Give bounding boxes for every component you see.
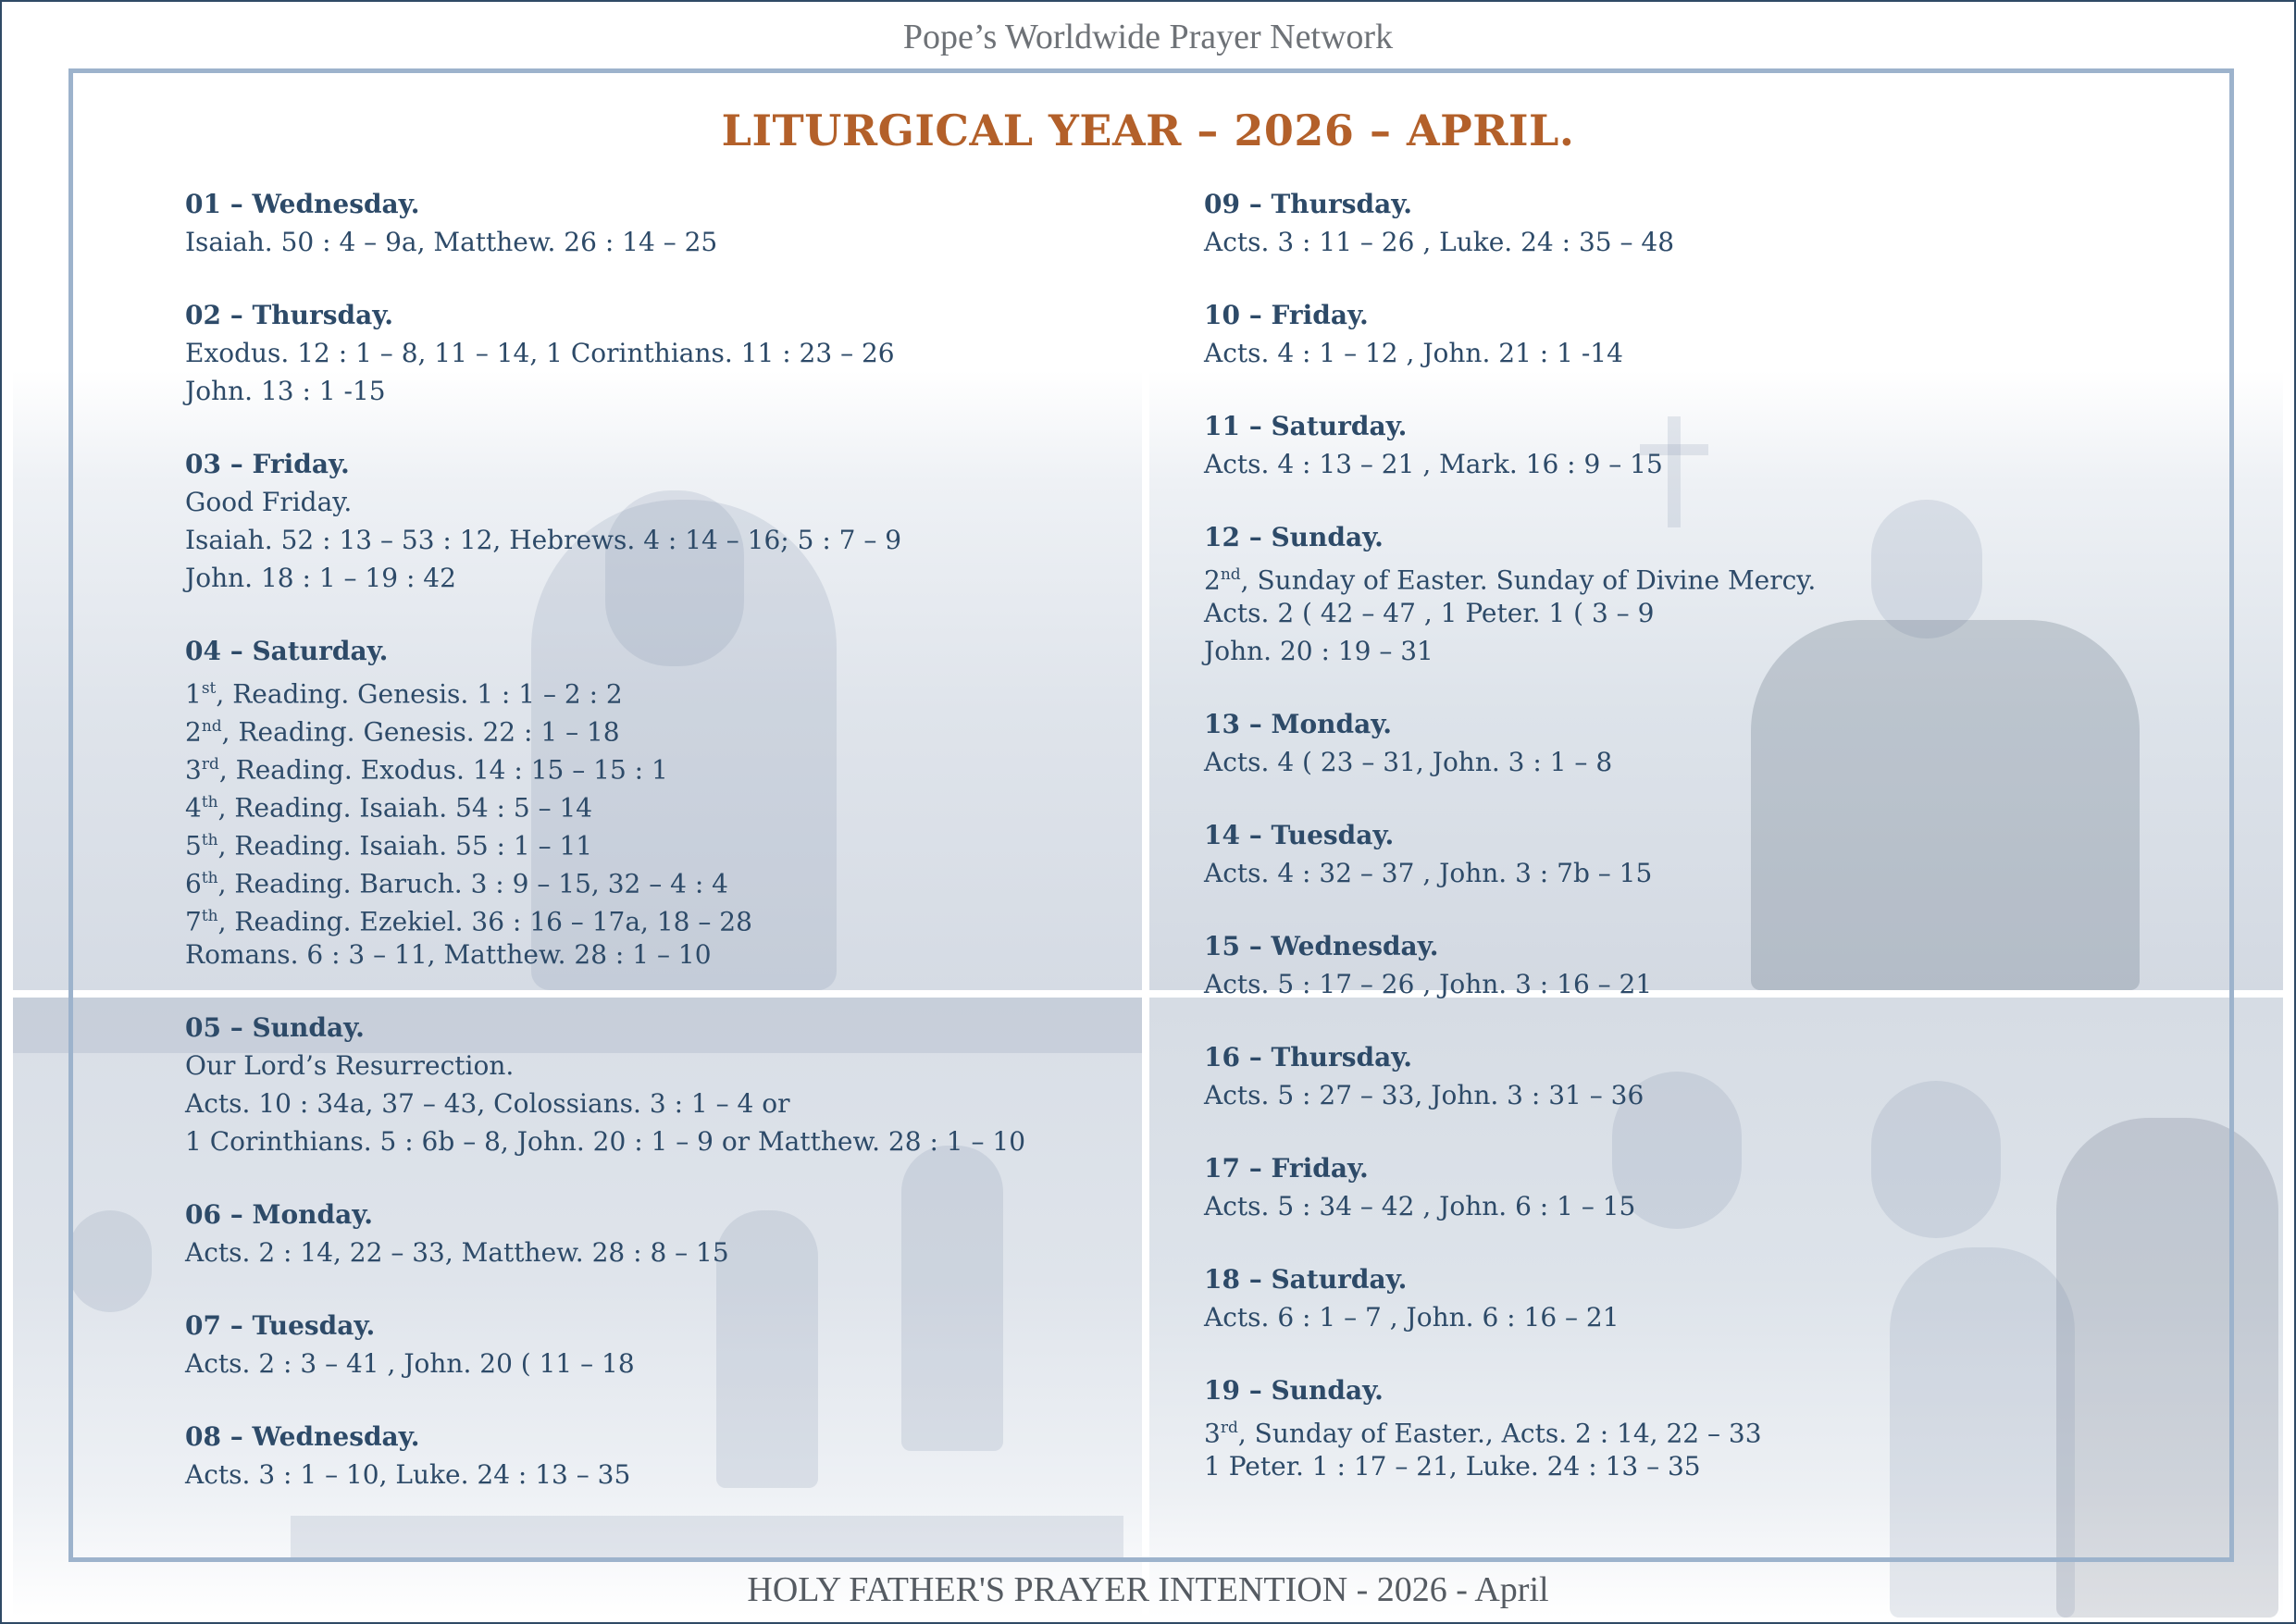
- reading-line: 3rd, Reading. Exodus. 14 : 15 – 15 : 1: [185, 754, 668, 786]
- reading-line: John. 18 : 1 – 19 : 42: [185, 563, 456, 593]
- day-heading: 16 – Thursday.: [1204, 1042, 1413, 1072]
- day-heading: 17 – Friday.: [1204, 1153, 1369, 1184]
- reading-line: Isaiah. 50 : 4 – 9a, Matthew. 26 : 14 – 25: [185, 227, 718, 257]
- day-heading: 01 – Wednesday.: [185, 189, 420, 219]
- reading-line: Acts. 4 : 1 – 12 , John. 21 : 1 -14: [1204, 338, 1623, 368]
- day-heading: 03 – Friday.: [185, 449, 350, 479]
- reading-line: Acts. 4 : 32 – 37 , John. 3 : 7b – 15: [1204, 858, 1653, 888]
- reading-line: Acts. 5 : 17 – 26 , John. 3 : 16 – 21: [1204, 969, 1653, 999]
- reading-line: 1st, Reading. Genesis. 1 : 1 – 2 : 2: [185, 678, 623, 710]
- reading-line: Acts. 5 : 27 – 33, John. 3 : 31 – 36: [1204, 1080, 1644, 1110]
- day-entry: [185, 1418, 1138, 1494]
- reading-line: Isaiah. 52 : 13 – 53 : 12, Hebrews. 4 : 14 – 16; 5 : 7 – 9: [185, 525, 902, 555]
- footer-title: HOLY FATHER'S PRAYER INTENTION - 2026 - April: [747, 1570, 1549, 1609]
- reading-line: Acts. 3 : 1 – 10, Luke. 24 : 13 – 35: [185, 1459, 631, 1490]
- day-heading: 06 – Monday.: [185, 1199, 374, 1230]
- reading-line: Good Friday.: [185, 487, 353, 517]
- day-entry: [1204, 1260, 2222, 1336]
- right-column: [1204, 185, 2222, 1520]
- day-entry: [1204, 1371, 2222, 1485]
- day-entry: [185, 1009, 1138, 1160]
- network-title: Pope’s Worldwide Prayer Network: [902, 18, 1394, 56]
- day-heading: 15 – Wednesday.: [1204, 931, 1439, 961]
- reading-line: Acts. 2 ( 42 – 47 , 1 Peter. 1 ( 3 – 9: [1204, 598, 1655, 628]
- day-heading: 08 – Wednesday.: [185, 1421, 420, 1452]
- reading-line: 4th, Reading. Isaiah. 54 : 5 – 14: [185, 792, 593, 824]
- reading-line: Acts. 2 : 14, 22 – 33, Matthew. 28 : 8 – 15: [185, 1237, 729, 1268]
- day-heading: 14 – Tuesday.: [1204, 820, 1395, 850]
- reading-line: Acts. 5 : 34 – 42 , John. 6 : 1 – 15: [1204, 1191, 1636, 1221]
- reading-line: Acts. 6 : 1 – 7 , John. 6 : 16 – 21: [1204, 1302, 1620, 1333]
- reading-line: Acts. 2 : 3 – 41 , John. 20 ( 11 – 18: [185, 1348, 635, 1379]
- reading-line: John. 20 : 19 – 31: [1204, 636, 1433, 666]
- day-heading: 10 – Friday.: [1204, 300, 1369, 330]
- day-entry: [1204, 816, 2222, 892]
- day-entry: [1204, 407, 2222, 483]
- reading-line: 2nd, Reading. Genesis. 22 : 1 – 18: [185, 716, 620, 748]
- day-heading: 02 – Thursday.: [185, 300, 394, 330]
- day-entry: [1204, 185, 2222, 261]
- left-column: [185, 185, 1138, 1529]
- reading-line: Acts. 10 : 34a, 37 – 43, Colossians. 3 : 1 – 4 or: [185, 1088, 790, 1119]
- day-entry: [1204, 927, 2222, 1003]
- reading-line: Romans. 6 : 3 – 11, Matthew. 28 : 1 – 10: [185, 939, 712, 970]
- day-entry: [185, 445, 1138, 597]
- day-entry: [185, 1307, 1138, 1382]
- day-heading: 09 – Thursday.: [1204, 189, 1413, 219]
- reading-line: 6th, Reading. Baruch. 3 : 9 – 15, 32 – 4 : 4: [185, 868, 728, 899]
- reading-line: Acts. 4 ( 23 – 31, John. 3 : 1 – 8: [1204, 747, 1613, 777]
- reading-line: 7th, Reading. Ezekiel. 36 : 16 – 17a, 18 – 28: [185, 906, 752, 937]
- day-heading: 12 – Sunday.: [1204, 522, 1384, 552]
- reading-line: John. 13 : 1 -15: [185, 376, 386, 406]
- day-heading: 18 – Saturday.: [1204, 1264, 1408, 1295]
- page-title: LITURGICAL YEAR – 2026 – APRIL.: [721, 105, 1575, 155]
- reading-line: Acts. 3 : 11 – 26 , Luke. 24 : 35 – 48: [1204, 227, 1675, 257]
- reading-line: 1 Peter. 1 : 17 – 21, Luke. 24 : 13 – 35: [1204, 1451, 1701, 1481]
- day-heading: 11 – Saturday.: [1204, 411, 1408, 441]
- day-heading: 05 – Sunday.: [185, 1012, 365, 1043]
- day-entry: [1204, 296, 2222, 372]
- reading-line: 2nd, Sunday of Easter. Sunday of Divine Mercy.: [1204, 564, 1817, 596]
- reading-line: Our Lord’s Resurrection.: [185, 1050, 515, 1081]
- day-entry: [185, 296, 1138, 410]
- day-entry: [185, 1196, 1138, 1271]
- day-heading: 07 – Tuesday.: [185, 1310, 376, 1341]
- reading-line: 1 Corinthians. 5 : 6b – 8, John. 20 : 1 – 9 or Matthew. 28 : 1 – 10: [185, 1126, 1026, 1157]
- reading-line: Acts. 4 : 13 – 21 , Mark. 16 : 9 – 15: [1204, 449, 1663, 479]
- reading-line: 3rd, Sunday of Easter., Acts. 2 : 14, 22 – 33: [1204, 1418, 1762, 1449]
- day-heading: 19 – Sunday.: [1204, 1375, 1384, 1406]
- day-entry: [1204, 1038, 2222, 1114]
- day-entry: [185, 185, 1138, 261]
- day-entry: [1204, 1149, 2222, 1225]
- day-heading: 13 – Monday.: [1204, 709, 1393, 739]
- day-heading: 04 – Saturday.: [185, 636, 389, 666]
- day-entry: [1204, 518, 2222, 670]
- day-entry: [185, 632, 1138, 973]
- day-entry: [1204, 705, 2222, 781]
- reading-line: Exodus. 12 : 1 – 8, 11 – 14, 1 Corinthians. 11 : 23 – 26: [185, 338, 895, 368]
- reading-line: 5th, Reading. Isaiah. 55 : 1 – 11: [185, 830, 593, 862]
